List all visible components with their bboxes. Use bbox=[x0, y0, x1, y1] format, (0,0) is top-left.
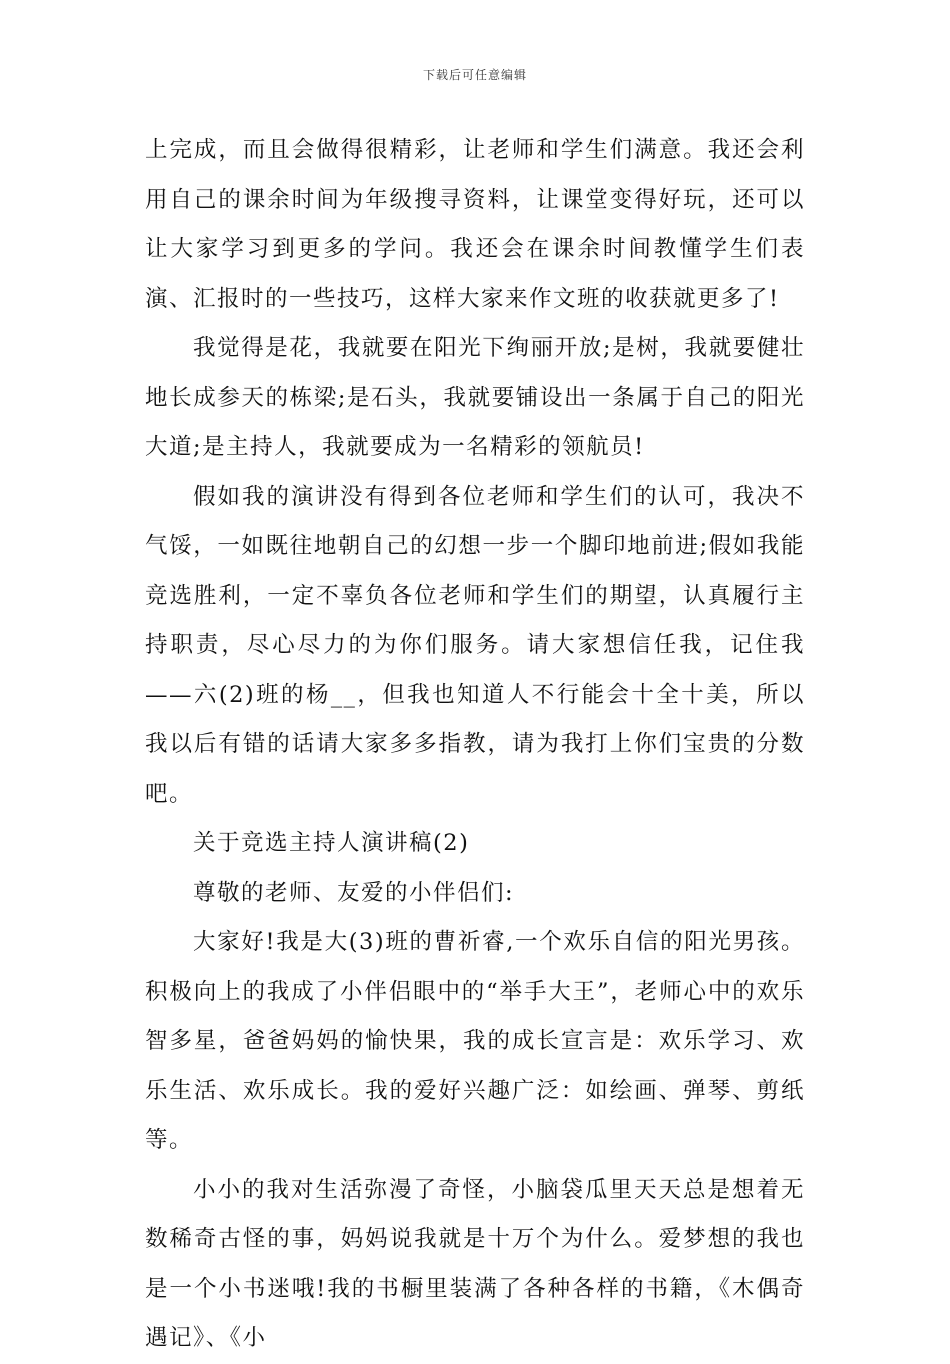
page-header: 下载后可任意编辑 bbox=[422, 68, 527, 82]
paragraph-5: 小小的我对生活弥漫了奇怪，小脑袋瓜里天天总是想着无数稀奇古怪的事，妈妈说我就是十万个为什么。爱梦想的我也是一个小书迷哦!我的书橱里装满了各种各样的书籍，《木偶奇遇记》、《小 bbox=[145, 1176, 805, 1351]
paragraph-3: 假如我的演讲没有得到各位老师和学生们的认可，我决不气馁，一如既往地朝自己的幻想一步一个脚印地前进;假如我能竞选胜利，一定不辜负各位老师和学生们的期望，认真履行主持职责，尽心尽力的为你们服务。请大家想信任我，记住我——六(2)班的杨__，但我也知道人不行能会十全十美，所以我以后有错的话请大家多多指教，请为我打上你们宝贵的分数吧。 bbox=[145, 483, 805, 807]
salutation: 尊敬的老师、友爱的小伴侣们: bbox=[193, 879, 515, 906]
paragraph-2: 我觉得是花，我就要在阳光下绚丽开放;是树，我就要健壮地长成参天的栋梁;是石头，我就要铺设出一条属于自己的阳光大道;是主持人，我就要成为一名精彩的领航员! bbox=[145, 335, 805, 460]
paragraph-1: 上完成，而且会做得很精彩，让老师和学生们满意。我还会利用自己的课余时间为年级搜寻资料，让课堂变得好玩，还可以让大家学习到更多的学问。我还会在课余时间教懂学生们表演、汇报时的一些技巧，这样大家来作文班的收获就更多了! bbox=[145, 137, 805, 312]
paragraph-4: 大家好!我是大(3)班的曹祈睿,一个欢乐自信的阳光男孩。积极向上的我成了小伴侣眼中的“举手大王”，老师心中的欢乐智多星，爸爸妈妈的愉快果，我的成长宣言是：欢乐学习、欢乐生活、欢乐成长。我的爱好兴趣广泛：如绘画、弹琴、剪纸等。 bbox=[145, 929, 805, 1153]
document-body bbox=[145, 126, 805, 1364]
section-title: 关于竞选主持人演讲稿(2) bbox=[193, 830, 470, 856]
